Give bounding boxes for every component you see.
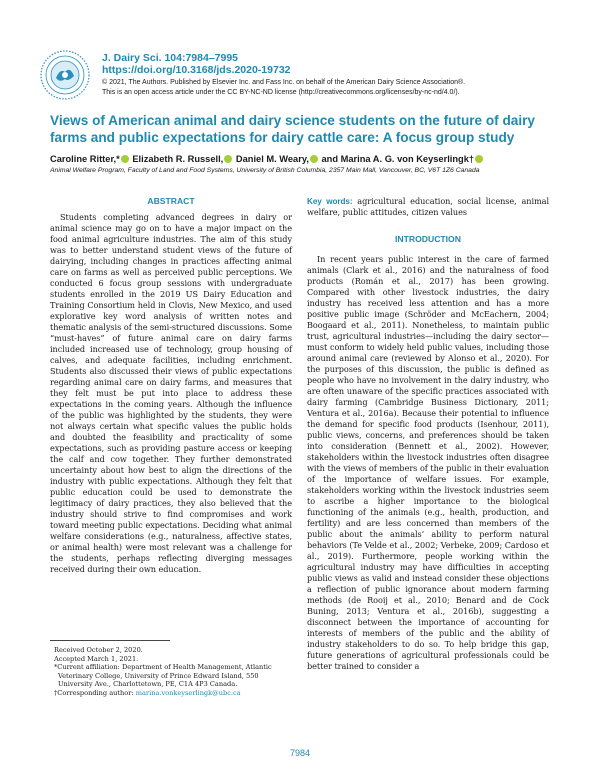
author-list: Caroline Ritter,* Elizabeth R. Russell, Daniel M. Weary, and Marina A. G. von Keyserlingk† [50,153,570,165]
journal-citation: J. Dairy Sci. 104:7984–7995 [102,52,239,64]
author-name: Elizabeth R. Russell, [132,154,224,164]
keywords [307,196,549,218]
page-number: 7984 [289,748,311,758]
keywords-label: Key words: [307,197,353,206]
abstract-heading: ABSTRACT [147,196,195,206]
copyright-line: © 2021, The Authors. Published by Elsevier Inc. and Fass Inc. on behalf of the American Dairy Science Association®. [102,79,466,86]
orcid-icon[interactable] [310,155,318,163]
abstract-text: Students completing advanced degrees in dairy or animal science may go on to have a major impact on the food animal agriculture industries. The aim of this study was to better understand student views of the future of dairying, including changes in practices affecting animal care on farms as well as perceived public perceptions. We conducted 6 focus group sessions with undergraduate students enrolled in the 2019 US Dairy Education and Training Consortium held in Clovis, New Mexico, and used explorative key word analysis of written notes and thematic analysis of the semi-structured discussions. Some “must-haves” of future animal care on dairy farms included increased use of technology, group housing of calves, and adequate facilities, including enrichment. Students also discussed their views of public expectations regarding animal care on dairy farms, and measures that they felt must be put into place to address these expectations in the coming years. Although the influence of the public was highlighted by the students, they were not always certain what specific values the public holds and doubted the feasibility and practicality of some expectations, such as providing pasture access or keeping the calf and cow together. They further demonstrated uncertainty about how best to align the directions of the industry with public expectations. Although they felt that public education could be used to demonstrate the legitimacy of dairy practices, they also believed that the industry should strive to find compromises and work toward meeting public expectations. Deciding what animal welfare considerations (e.g., naturalness, affective states, or animal health) were most relevant was a challenge for the students, perhaps reflecting diverging messages received during their own education. [50,212,292,574]
footnote-divider [50,640,170,641]
corresponding-email-link[interactable]: marina.vonkeyserlingk@ubc.ca [135,688,241,697]
orcid-icon[interactable] [121,155,129,163]
right-column [307,196,549,672]
journal-logo-icon [38,48,92,102]
author-name: Marina A. G. von Keyserlingk† [340,154,475,164]
copyright-notice [102,78,465,98]
author-name: Daniel M. Weary, [235,154,309,164]
introduction-text: In recent years public interest in the care of farmed animals (Clark et al., 2016) and the naturalness of food products (Román et al., 2017) has been growing. Compared with other livestock industries, the dairy industry has received less attention and has a more positive public image (Schröder and McEachern, 2004; Boogaard et al., 2011). Nonetheless, to maintain public trust, agricultural industries—including the dairy sector—must conform to widely held public values, including those around animal care (reviewed by Alonso et al., 2020). For the purposes of this discussion, the public is defined as people who have no involvement in the dairy industry, who are often unaware of the specific practices associated with dairy farming (Cambridge Business Dictionary, 2011; Ventura et al., 2016a). Because their potential to influence the demand for specific food products (Isenhour, 2011), public views, concerns, and preferences should be taken into consideration (Bennett et al., 2002). However, stakeholders within the livestock industries often disagree with the views of members of the public in their evaluation of the importance of welfare issues. For example, stakeholders working within the livestock industries seem to ascribe a higher importance to the biological functioning of the animals (e.g., health, production, and fertility) and are less concerned than members of the public about the animals’ ability to perform natural behaviors (Te Velde et al., 2002; Verbeke, 2009; Cardoso et al., 2019). Furthermore, people working within the agricultural industry may have difficulties in accepting public views as valid and instead consider these objections a reflection of public ignorance about modern farming methods (de Rooij et al., 2010; Benard and de Cock Buning, 2013; Ventura et al., 2016b), suggesting a disconnect between the importance of accounting for interests of members of the public and the ability of industry stakeholders to do so. To help bridge this gap, future generations of agricultural professionals could be better trained to consider a [307,254,549,671]
orcid-icon[interactable] [224,155,232,163]
introduction-heading: INTRODUCTION [395,234,461,244]
footnotes [50,646,292,698]
license-line: This is an open access article under the CC BY-NC-ND license (http://creativecommons.org/licenses/by-nc-nd/4.0/). [102,89,460,96]
doi-link[interactable]: https://doi.org/10.3168/jds.2020-19732 [102,64,291,76]
affiliation: Animal Welfare Program, Faculty of Land and Food Systems, University of British Columbia, 2357 Main Mall, Vancouver, BC, V6T 1Z6 Canada [50,167,480,174]
left-column [50,196,292,575]
keywords-list: agricultural education, social license, animal welfare, public attitudes, citizen values [307,196,549,217]
corresponding-label: †Corresponding author: [54,688,136,697]
author-name: Caroline Ritter,* [50,154,120,164]
received-date: Received October 2, 2020. [54,646,143,654]
corresponding-author-note [50,689,292,698]
article-title: Views of American animal and dairy science students on the future of dairy farms and public expectations for dairy cattle care: A focus group study [50,113,535,145]
journal-header [102,52,465,98]
accepted-date: Accepted March 1, 2021. [54,654,139,663]
orcid-icon[interactable] [475,155,483,163]
current-affiliation-note: *Current affiliation: Department of Health Management, Atlantic Veterinary College, University of Prince Edward Island, 550 University Ave., Charlottetown, PE, C1A 4P3 Canada. [54,663,272,689]
